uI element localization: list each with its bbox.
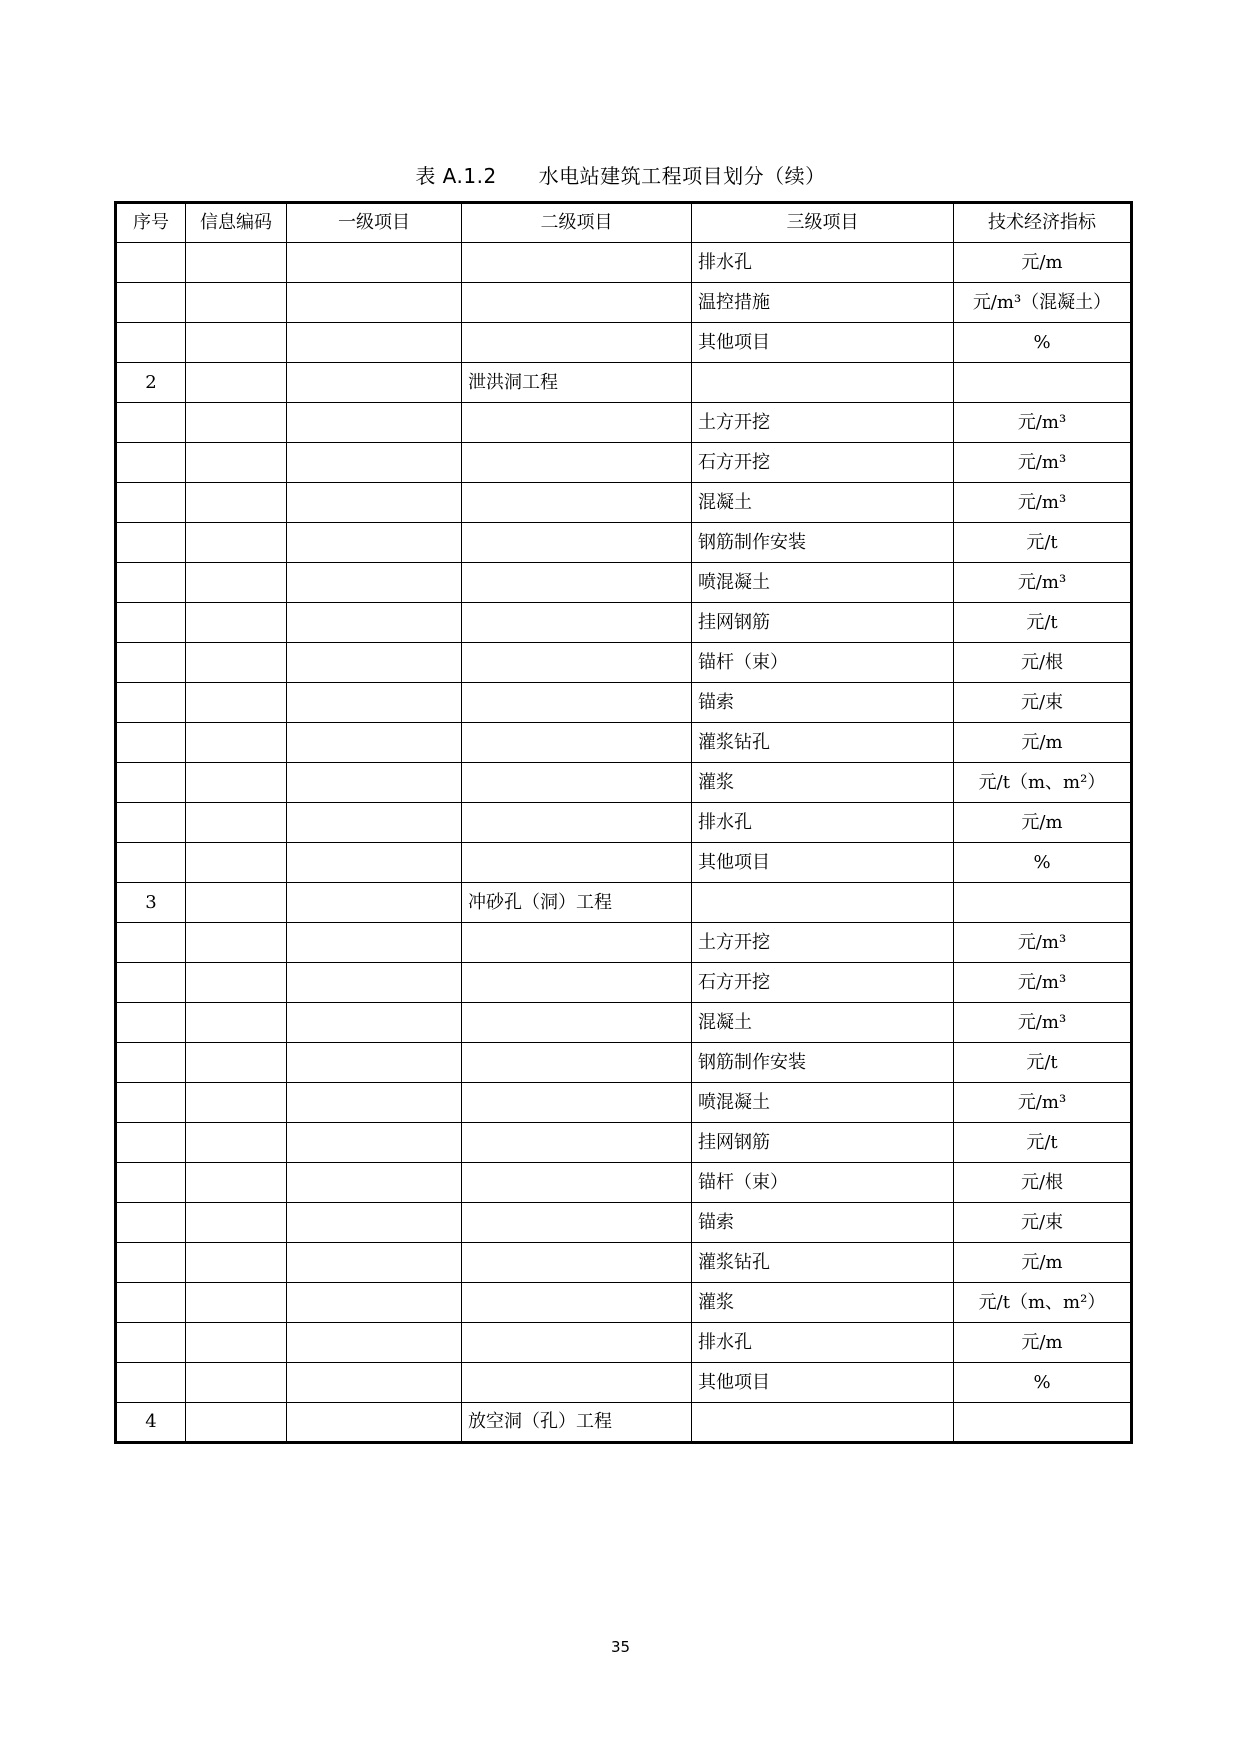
cell-level1 [287,563,462,603]
cell-serial [116,763,186,803]
cell-level1 [287,763,462,803]
cell-level3: 排水孔 [692,1323,954,1363]
table-row [116,283,1132,323]
cell-level1 [287,803,462,843]
cell-serial [116,643,186,683]
cell-level2 [462,723,692,763]
cell-info-code [186,683,287,723]
cell-level3: 土方开挖 [692,923,954,963]
cell-level3: 混凝土 [692,1003,954,1043]
table-row [116,1043,1132,1083]
cell-level1 [287,1003,462,1043]
table-row [116,1163,1132,1203]
cell-serial [116,283,186,323]
table-row [116,843,1132,883]
cell-serial [116,843,186,883]
cell-info-code [186,483,287,523]
cell-info-code [186,563,287,603]
cell-level2 [462,523,692,563]
cell-serial [116,403,186,443]
col-header-serial: 序号 [116,203,186,243]
table-row [116,1323,1132,1363]
cell-level1 [287,603,462,643]
cell-indicator: 元/m³ [954,1083,1132,1123]
cell-level3: 锚索 [692,683,954,723]
cell-level3: 排水孔 [692,243,954,283]
cell-level2 [462,1163,692,1203]
cell-indicator: 元/m [954,1323,1132,1363]
cell-level3: 钢筋制作安装 [692,523,954,563]
cell-indicator: 元/m³ [954,483,1132,523]
cell-level3: 混凝土 [692,483,954,523]
cell-level2 [462,1283,692,1323]
cell-level3: 钢筋制作安装 [692,1043,954,1083]
cell-indicator: 元/m³ [954,1003,1132,1043]
cell-level2: 放空洞（孔）工程 [462,1403,692,1443]
cell-info-code [186,643,287,683]
cell-level2: 泄洪洞工程 [462,363,692,403]
page-number: 35 [610,1638,631,1656]
table-row [116,1203,1132,1243]
cell-serial [116,443,186,483]
cell-info-code [186,1243,287,1283]
cell-indicator: 元/m³ [954,923,1132,963]
cell-level1 [287,1043,462,1083]
col-header-indicator: 技术经济指标 [954,203,1132,243]
cell-level2 [462,1323,692,1363]
cell-serial: 4 [116,1403,186,1443]
cell-info-code [186,1323,287,1363]
cell-info-code [186,363,287,403]
cell-level1 [287,963,462,1003]
cell-level2 [462,683,692,723]
cell-level2 [462,603,692,643]
cell-level3: 其他项目 [692,323,954,363]
cell-indicator: 元/束 [954,683,1132,723]
cell-level2 [462,283,692,323]
cell-level2 [462,1003,692,1043]
table-row [116,763,1132,803]
header-row [116,203,1132,243]
cell-info-code [186,523,287,563]
cell-level3: 其他项目 [692,1363,954,1403]
cell-indicator: % [954,323,1132,363]
cell-level1 [287,643,462,683]
cell-level2 [462,1123,692,1163]
cell-info-code [186,403,287,443]
table-row [116,403,1132,443]
cell-serial: 2 [116,363,186,403]
cell-level3 [692,363,954,403]
cell-indicator: 元/m³（混凝土） [954,283,1132,323]
cell-level1 [287,483,462,523]
cell-level1 [287,1123,462,1163]
cell-serial [116,683,186,723]
cell-level2: 冲砂孔（洞）工程 [462,883,692,923]
cell-serial: 3 [116,883,186,923]
cell-info-code [186,1163,287,1203]
cell-level3: 挂网钢筋 [692,1123,954,1163]
cell-level1 [287,1163,462,1203]
cell-level2 [462,763,692,803]
col-header-level2: 二级项目 [462,203,692,243]
cell-info-code [186,283,287,323]
cell-indicator: 元/t（m、m²） [954,1283,1132,1323]
cell-level2 [462,563,692,603]
cell-serial [116,563,186,603]
table-row [116,603,1132,643]
cell-indicator: % [954,1363,1132,1403]
cell-level1 [287,1283,462,1323]
cell-level2 [462,1203,692,1243]
cell-info-code [186,763,287,803]
table-row [116,523,1132,563]
cell-indicator: 元/根 [954,1163,1132,1203]
cell-info-code [186,803,287,843]
table-row [116,1243,1132,1283]
cell-level1 [287,923,462,963]
project-division-table [114,201,1133,1444]
cell-serial [116,523,186,563]
cell-indicator: 元/t [954,1123,1132,1163]
cell-level2 [462,803,692,843]
table-row [116,723,1132,763]
cell-info-code [186,1083,287,1123]
cell-level2 [462,923,692,963]
cell-level1 [287,523,462,563]
cell-level2 [462,403,692,443]
cell-level2 [462,243,692,283]
cell-indicator: 元/束 [954,1203,1132,1243]
cell-level1 [287,1083,462,1123]
col-header-level3: 三级项目 [692,203,954,243]
cell-info-code [186,1203,287,1243]
cell-level2 [462,843,692,883]
table-row [116,323,1132,363]
cell-level1 [287,1323,462,1363]
cell-indicator [954,1403,1132,1443]
cell-indicator: 元/根 [954,643,1132,683]
table-row [116,363,1132,403]
cell-level1 [287,683,462,723]
cell-level3 [692,1403,954,1443]
cell-info-code [186,1363,287,1403]
cell-info-code [186,723,287,763]
table-row [116,563,1132,603]
cell-level3: 石方开挖 [692,963,954,1003]
cell-serial [116,243,186,283]
cell-level1 [287,1243,462,1283]
table-row [116,803,1132,843]
cell-level1 [287,403,462,443]
cell-serial [116,483,186,523]
cell-level3: 灌浆 [692,763,954,803]
cell-serial [116,923,186,963]
cell-serial [116,963,186,1003]
cell-indicator: 元/m [954,723,1132,763]
cell-level3: 喷混凝土 [692,1083,954,1123]
cell-indicator: 元/m³ [954,563,1132,603]
cell-level3: 灌浆钻孔 [692,1243,954,1283]
cell-indicator: 元/t [954,523,1132,563]
cell-serial [116,1203,186,1243]
cell-level2 [462,323,692,363]
cell-level3: 锚索 [692,1203,954,1243]
cell-level2 [462,1243,692,1283]
cell-serial [116,1083,186,1123]
table-row [116,443,1132,483]
cell-indicator: 元/t [954,1043,1132,1083]
cell-level1 [287,843,462,883]
cell-level3: 灌浆 [692,1283,954,1323]
cell-level1 [287,283,462,323]
cell-level3: 挂网钢筋 [692,603,954,643]
table-title [0,160,1241,189]
table-row [116,243,1132,283]
cell-level2 [462,1083,692,1123]
cell-serial [116,1283,186,1323]
cell-level1 [287,443,462,483]
table-row [116,1123,1132,1163]
cell-level2 [462,1363,692,1403]
cell-level1 [287,723,462,763]
table-row [116,683,1132,723]
cell-info-code [186,1043,287,1083]
cell-serial [116,1003,186,1043]
cell-level2 [462,963,692,1003]
col-header-info-code: 信息编码 [186,203,287,243]
cell-level2 [462,483,692,523]
cell-info-code [186,1403,287,1443]
cell-indicator: 元/t [954,603,1132,643]
table-number: 表 A.1.2 [415,164,497,188]
cell-level1 [287,363,462,403]
cell-level3: 温控措施 [692,283,954,323]
cell-indicator [954,363,1132,403]
cell-serial [116,803,186,843]
cell-indicator [954,883,1132,923]
cell-info-code [186,443,287,483]
table-row [116,883,1132,923]
cell-serial [116,1043,186,1083]
cell-indicator: 元/t（m、m²） [954,763,1132,803]
cell-level1 [287,1403,462,1443]
cell-level3: 锚杆（束） [692,643,954,683]
cell-level3: 喷混凝土 [692,563,954,603]
cell-indicator: 元/m³ [954,443,1132,483]
cell-info-code [186,603,287,643]
cell-level1 [287,883,462,923]
cell-indicator: 元/m [954,803,1132,843]
table-row [116,643,1132,683]
table-row [116,923,1132,963]
table-caption: 水电站建筑工程项目划分（续） [538,164,826,188]
cell-level3: 石方开挖 [692,443,954,483]
table-row [116,1003,1132,1043]
cell-serial [116,723,186,763]
cell-indicator: 元/m³ [954,403,1132,443]
cell-level1 [287,323,462,363]
table-row [116,1363,1132,1403]
cell-indicator: % [954,843,1132,883]
cell-level3 [692,883,954,923]
cell-level3: 锚杆（束） [692,1163,954,1203]
cell-info-code [186,963,287,1003]
cell-level1 [287,1363,462,1403]
cell-info-code [186,1003,287,1043]
table-row [116,963,1132,1003]
cell-serial [116,1123,186,1163]
cell-indicator: 元/m [954,1243,1132,1283]
cell-indicator: 元/m³ [954,963,1132,1003]
cell-serial [116,1163,186,1203]
table-body [116,243,1132,1443]
table-row [116,483,1132,523]
cell-info-code [186,243,287,283]
table-row [116,1403,1132,1443]
cell-level2 [462,643,692,683]
cell-serial [116,1243,186,1283]
cell-serial [116,603,186,643]
cell-level3: 排水孔 [692,803,954,843]
cell-level3: 土方开挖 [692,403,954,443]
cell-info-code [186,323,287,363]
cell-level3: 其他项目 [692,843,954,883]
cell-info-code [186,843,287,883]
cell-serial [116,1363,186,1403]
cell-level1 [287,243,462,283]
cell-indicator: 元/m [954,243,1132,283]
cell-level1 [287,1203,462,1243]
col-header-level1: 一级项目 [287,203,462,243]
cell-level2 [462,443,692,483]
table-row [116,1083,1132,1123]
cell-serial [116,1323,186,1363]
cell-info-code [186,1283,287,1323]
cell-level2 [462,1043,692,1083]
cell-info-code [186,1123,287,1163]
cell-serial [116,323,186,363]
table-row [116,1283,1132,1323]
cell-info-code [186,883,287,923]
cell-info-code [186,923,287,963]
cell-level3: 灌浆钻孔 [692,723,954,763]
